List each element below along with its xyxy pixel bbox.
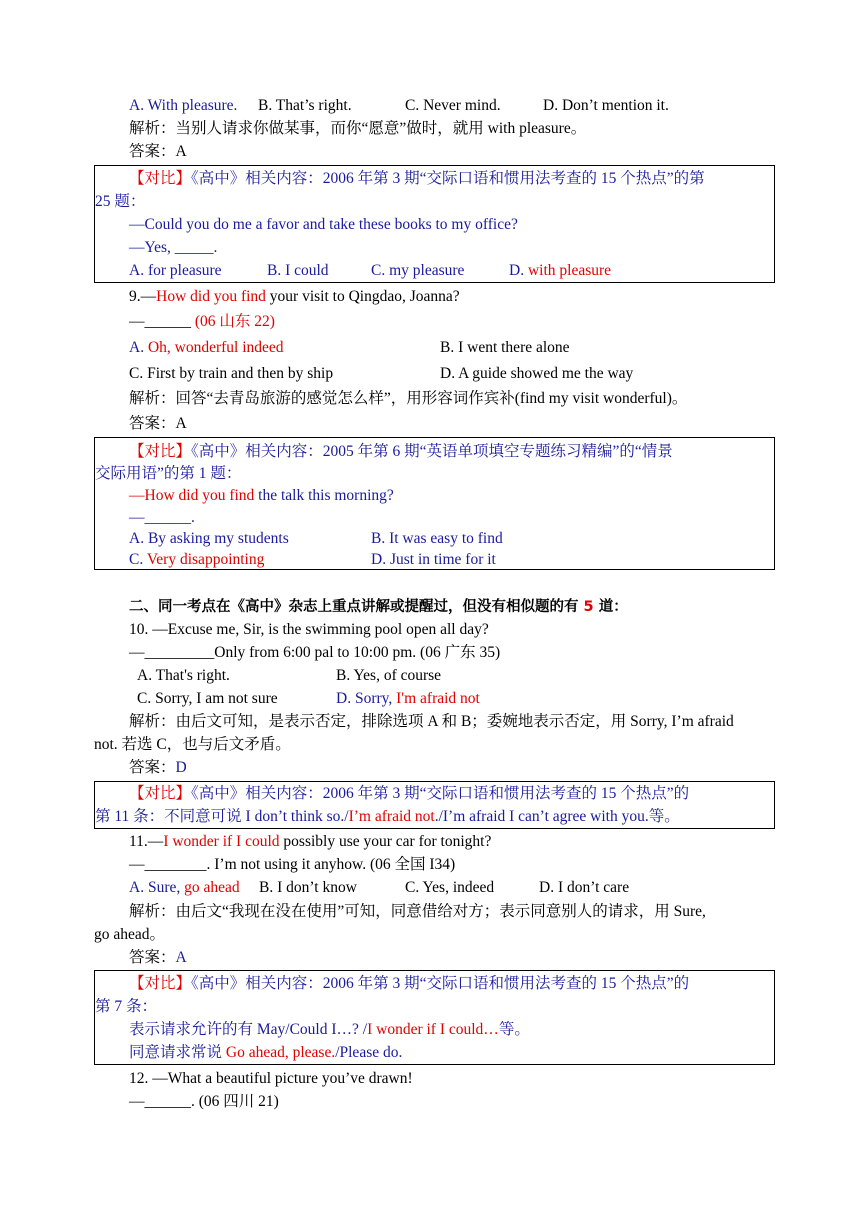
q11-option-b: B. I don’t know bbox=[259, 879, 357, 896]
compare-heading-cont: 第 11 条：不同意可说 I don’t think so./I’m afraid not./I’m afraid I can’t agree with you.等。 bbox=[95, 808, 680, 825]
q11-option-d: D. I don’t care bbox=[539, 879, 630, 896]
q8-analysis: 解析：当别人请求你做某事，而你“愿意”做时，就用 with pleasure。 bbox=[129, 120, 587, 137]
compare-line-permission: 表示请求允许的有 May/Could I…? /I wonder if I could…等。 bbox=[129, 1021, 530, 1038]
q8-option-b: B. That’s right. bbox=[258, 97, 352, 114]
q9-analysis: 解析：回答“去青岛旅游的感觉怎么样”，用形容词作宾补(find my visit wonderful)。 bbox=[129, 390, 688, 407]
compare-option-d: D. with pleasure bbox=[509, 262, 612, 279]
q10-answer: 答案：D bbox=[129, 759, 187, 776]
q12-blank: —______. (06 四川 21) bbox=[129, 1093, 279, 1110]
q9-compare-box bbox=[94, 437, 775, 570]
q10-analysis-cont: not. 若选 C，也与后文矛盾。 bbox=[94, 736, 291, 753]
q11-options: A. Sure, go ahead B. I don’t know C. Yes, indeed D. I don’t care bbox=[129, 879, 630, 896]
compare-tag: 【对比】 bbox=[129, 170, 192, 187]
compare-heading-cont: 交际用语”的第 1 题： bbox=[95, 465, 242, 482]
q10-compare-box bbox=[94, 781, 775, 829]
q11-compare-box bbox=[94, 970, 775, 1065]
q11-analysis: 解析：由后文“我现在没在使用”可知，同意借给对方；表示同意别人的请求，用 Sure, bbox=[129, 903, 706, 920]
q8-answer bbox=[129, 142, 187, 162]
compare-question: —How did you find the talk this morning? bbox=[129, 487, 394, 504]
compare-answer-line: —______. bbox=[129, 509, 195, 526]
q9-option-c: C. First by train and then by ship bbox=[129, 365, 334, 382]
answer-label: 答案： bbox=[129, 143, 176, 160]
q11-answer: 答案：A bbox=[129, 949, 187, 966]
q9-blank: —______ (06 山东 22) bbox=[129, 313, 275, 330]
q12-question: 12. —What a beautiful picture you’ve drawn! bbox=[129, 1070, 413, 1087]
compare-option-b: B. It was easy to find bbox=[371, 530, 503, 547]
answer-value: A bbox=[175, 143, 187, 160]
q11-option-c: C. Yes, indeed bbox=[405, 879, 495, 896]
q8-compare-box bbox=[94, 165, 775, 283]
q11-analysis-cont: go ahead。 bbox=[94, 926, 166, 943]
compare-options bbox=[129, 261, 612, 281]
compare-heading: 【对比】《高中》相关内容：2006 年第 3 期“交际口语和惯用法考查的 15 个热点”的 bbox=[129, 785, 690, 802]
compare-option-b: B. I could bbox=[267, 262, 329, 279]
section-heading: 二、同一考点在《高中》杂志上重点讲解或提醒过，但没有相似题的有 5 道： bbox=[129, 599, 628, 615]
q8-option-c: C. Never mind. bbox=[405, 97, 501, 114]
q10-option-d: D. Sorry, I'm afraid not bbox=[336, 690, 480, 707]
compare-option-c: C. Very disappointing bbox=[129, 551, 265, 568]
q11-question: 11.—I wonder if I could possibly use your car for tonight? bbox=[129, 833, 492, 850]
compare-heading-cont: 第 7 条： bbox=[95, 998, 158, 1015]
compare-option-a: A. By asking my students bbox=[129, 530, 289, 547]
q10-blank: —_________Only from 6:00 pal to 10:00 pm. (06 广东 35) bbox=[129, 644, 501, 661]
q8-options bbox=[129, 96, 669, 116]
q8-option-d: D. Don’t mention it. bbox=[543, 97, 669, 114]
compare-option-a: A. for pleasure bbox=[129, 262, 222, 279]
compare-heading-cont: 25 题： bbox=[95, 193, 146, 210]
compare-answer-line: —Yes, _____. bbox=[129, 239, 218, 256]
q9-answer: 答案：A bbox=[129, 415, 187, 432]
compare-question: —Could you do me a favor and take these books to my office? bbox=[129, 216, 518, 233]
q9-option-a: A. Oh, wonderful indeed bbox=[129, 339, 284, 356]
q10-option-a: A. That's right. bbox=[137, 667, 230, 684]
q10-option-b: B. Yes, of course bbox=[336, 667, 442, 684]
compare-heading: 【对比】《高中》相关内容：2006 年第 3 期“交际口语和惯用法考查的 15 个热点”的第 bbox=[129, 170, 705, 187]
compare-heading: 【对比】《高中》相关内容：2005 年第 6 期“英语单项填空专题练习精编”的“情景 bbox=[129, 443, 673, 460]
q8-option-a: A. With pleasure. bbox=[129, 97, 238, 114]
q9-option-d: D. A guide showed me the way bbox=[440, 365, 634, 382]
q10-option-c: C. Sorry, I am not sure bbox=[137, 690, 278, 707]
q11-blank: —________. I’m not using it anyhow. (06 全国 I34) bbox=[129, 856, 456, 873]
compare-heading: 【对比】《高中》相关内容：2006 年第 3 期“交际口语和惯用法考查的 15 个热点”的 bbox=[129, 975, 690, 992]
compare-line-agree: 同意请求常说 Go ahead, please./Please do. bbox=[129, 1044, 403, 1061]
compare-option-c: C. my pleasure bbox=[371, 262, 465, 279]
q9-option-b: B. I went there alone bbox=[440, 339, 570, 356]
q10-analysis: 解析：由后文可知，是表示否定，排除选项 A 和 B；委婉地表示否定，用 Sorry, I’m afraid bbox=[129, 713, 734, 730]
compare-option-d: D. Just in time for it bbox=[371, 551, 496, 568]
q9-question: 9.—How did you find your visit to Qingdao, Joanna? bbox=[129, 288, 460, 305]
q10-question: 10. —Excuse me, Sir, is the swimming pool open all day? bbox=[129, 621, 489, 638]
q11-option-a: A. Sure, bbox=[129, 879, 181, 896]
